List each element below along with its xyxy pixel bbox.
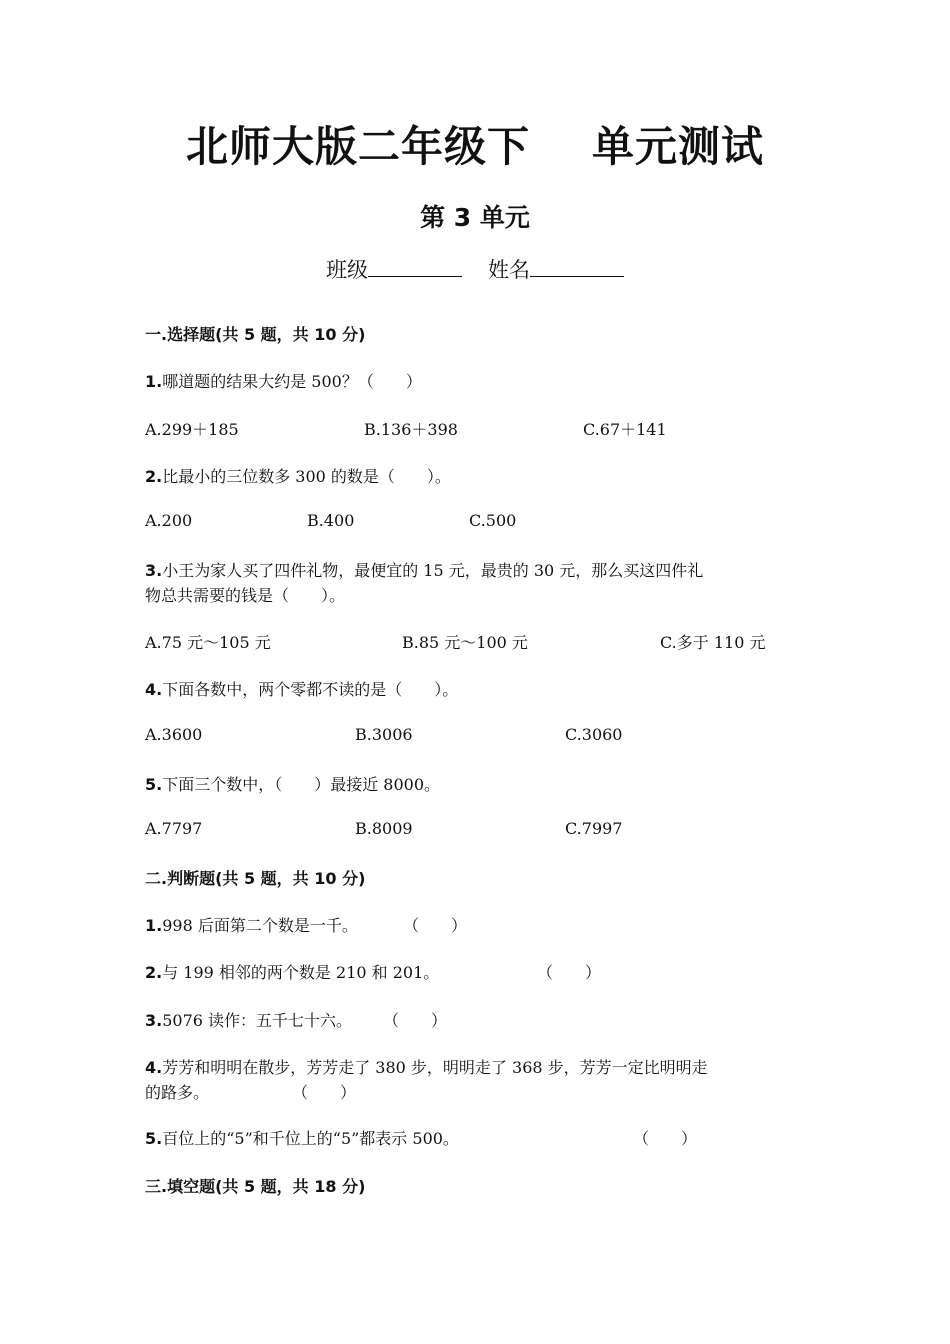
title-left: 北师大版二年级下 (185, 122, 530, 171)
student-info-line (0, 254, 950, 284)
question-text: 比最小的三位数多 300 的数是（ ）。 (162, 467, 451, 486)
question-number: 5. (145, 775, 163, 794)
question (145, 464, 451, 487)
answer-paren[interactable]: （ ） (292, 1083, 357, 1102)
question-text: 998 后面第二个数是一千。 (162, 916, 358, 935)
question-text: 百位上的“5”和千位上的“5”都表示 500。 (162, 1129, 459, 1148)
option-a[interactable]: A.200 (145, 511, 193, 530)
question (145, 960, 439, 983)
answer-paren[interactable]: （ ） (633, 1129, 698, 1148)
option-b[interactable]: B.400 (307, 511, 355, 530)
question (145, 1055, 708, 1078)
question-number: 4. (145, 680, 163, 699)
question (145, 913, 358, 936)
option-a[interactable]: A.7797 (145, 819, 203, 838)
question-number: 5. (145, 1129, 163, 1148)
question-text-line1: 小王为家人买了四件礼物，最便宜的 15 元，最贵的 30 元，那么买这四件礼 (162, 561, 704, 580)
section-heading-choice: 一.选择题(共 5 题，共 10 分) (145, 325, 366, 344)
name-label: 姓名 (488, 258, 530, 282)
question-number: 1. (145, 916, 163, 935)
name-blank[interactable] (530, 256, 624, 277)
option-b[interactable]: B.136＋398 (364, 420, 458, 439)
section-heading-judge: 二.判断题(共 5 题，共 10 分) (145, 869, 366, 888)
answer-paren[interactable]: （ ） (403, 916, 468, 935)
class-label: 班级 (326, 258, 368, 282)
answer-paren[interactable]: （ ） (537, 963, 602, 982)
question (145, 772, 440, 795)
question-text-line2: 物总共需要的钱是（ ）。 (145, 586, 346, 605)
question (145, 558, 703, 581)
question-number: 3. (145, 561, 163, 580)
option-a[interactable]: A.299＋185 (145, 420, 239, 439)
page-title (0, 114, 950, 174)
option-b[interactable]: B.3006 (355, 725, 413, 744)
question-number: 2. (145, 963, 163, 982)
option-c[interactable]: C.3060 (565, 725, 623, 744)
question-text-line2: 的路多。 (145, 1083, 210, 1102)
question-text-line1: 芳芳和明明在散步，芳芳走了 380 步，明明走了 368 步，芳芳一定比明明走 (162, 1058, 708, 1077)
option-c[interactable]: C.多于 110 元 (660, 633, 766, 652)
option-c[interactable]: C.67＋141 (583, 420, 667, 439)
class-blank[interactable] (368, 256, 462, 277)
question-text: 下面各数中，两个零都不读的是（ ）。 (162, 680, 459, 699)
option-a[interactable]: A.75 元～105 元 (145, 633, 271, 652)
question-text: 下面三个数中，（ ）最接近 8000。 (162, 775, 441, 794)
unit-subtitle: 第 3 单元 (420, 203, 530, 232)
question-number: 3. (145, 1011, 163, 1030)
question (145, 369, 422, 392)
question-text: 5076 读作：五千七十六。 (162, 1011, 353, 1030)
question (145, 677, 458, 700)
question-number: 1. (145, 372, 163, 391)
title-right: 单元测试 (592, 122, 765, 171)
option-c[interactable]: C.7997 (565, 819, 623, 838)
question-text: 与 199 相邻的两个数是 210 和 201。 (162, 963, 440, 982)
question (145, 1126, 459, 1149)
question (145, 1008, 352, 1031)
option-b[interactable]: B.85 元～100 元 (402, 633, 528, 652)
option-c[interactable]: C.500 (469, 511, 517, 530)
section-heading-fill: 三.填空题(共 5 题，共 18 分) (145, 1177, 366, 1196)
option-b[interactable]: B.8009 (355, 819, 413, 838)
question-text: 哪道题的结果大约是 500？（ ） (162, 372, 422, 391)
answer-paren[interactable]: （ ） (383, 1011, 448, 1030)
question-number: 4. (145, 1058, 163, 1077)
question-number: 2. (145, 467, 163, 486)
option-a[interactable]: A.3600 (145, 725, 203, 744)
